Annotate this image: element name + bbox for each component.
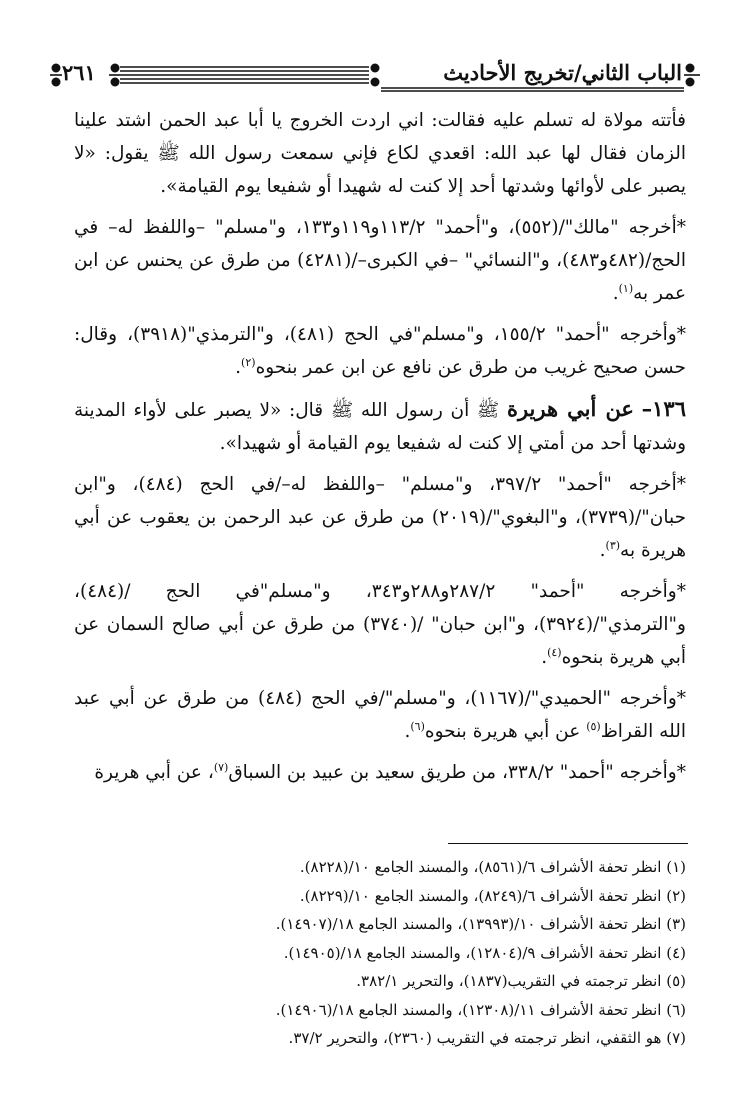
running-title: الباب الثاني/تخريج الأحاديث — [443, 60, 682, 85]
paragraph-text: *وأخرجه "أحمد" ٣٣٨/٢، من طريق سعيد بن عبيد بن السباق — [228, 762, 686, 783]
paragraph-3 — [74, 318, 686, 384]
footnote-ref[interactable]: (٥) — [586, 719, 601, 733]
paragraph-end: عن أبي هريرة بنحوه — [424, 721, 587, 742]
paragraph-end: . — [235, 357, 242, 378]
footnote-6: (٦) انظر تحفة الأشراف ١١/(١٢٣٠٨)، والمسند الجامع ١٨/(١٤٩٠٦). — [275, 1000, 686, 1019]
paragraph-text: *وأخرجه "أحمد" ١٥٥/٢، و"مسلم"في الحج (٤٨١)، و"الترمذي"(٣٩١٨)، وقال: حسن صحيح غريب من طرق عن نافع عن ابن عمر بنحوه — [74, 324, 686, 378]
footnote-ref[interactable]: (٢) — [241, 355, 256, 369]
footnote-ref[interactable]: (٣) — [605, 538, 621, 552]
paragraph-text: ﷺ أن رسول الله ﷺ قال: «لا يصبر على لأواء المدينة وشدتها أحد من أمتي إلا كنت له شفيعا يوم القيامة أو شهيدا». — [74, 400, 686, 454]
footnote-7: (٧) هو الثقفي، انظر ترجمته في التقريب (٢٣٦٠)، والتحرير ٣٧/٢. — [288, 1029, 686, 1047]
footnote-3: (٣) انظر تحفة الأشراف ١٠/(١٣٩٩٣)، والمسند الجامع ١٨/(١٤٩٠٧). — [275, 915, 686, 933]
paragraph-text: *أخرجه "مالك"/(٥٥٢)، و"أحمد" ١١٣/٢و١١٩و١٣٣، و"مسلم" –واللفظ له– في الحج/(٤٨٢و٤٨٣)، و"النسائي" –في الكبرى–/(٤٢٨١) من طرق عن يحنس عن ابن عمر به — [74, 217, 687, 304]
paragraph-2 — [74, 211, 686, 310]
footnote-4: (٤) انظر تحفة الأشراف ٩/(١٢٨٠٤)، والمسند الجامع ١٨/(١٤٩٠٥). — [283, 943, 686, 962]
paragraph-end: . — [541, 647, 548, 668]
footnotes — [74, 853, 686, 1053]
paragraph-end: . — [404, 721, 411, 742]
paragraph-1 — [74, 104, 686, 203]
paragraph-text: *وأخرجه "الحميدي"/(١١٦٧)، و"مسلم"/في الحج (٤٨٤) من طرق عن أبي عبد الله القراظ — [74, 688, 687, 742]
footnote-ref[interactable]: (١) — [618, 281, 634, 295]
paragraph-text: *وأخرجه "أحمد" ٢٨٧/٢و٢٨٨و٣٤٣، و"مسلم"في الحج /(٤٨٤)، و"الترمذي"/(٣٩٢٤)، و"ابن حبان" /(٣٧٤٠) من طرق عن أبي صالح السمان عن أبي هريرة بنحوه — [74, 581, 686, 668]
footnote-separator — [448, 843, 688, 844]
footnote-1: (١) انظر تحفة الأشراف ٦/(٨٥٦١)، والمسند الجامع ١٠/(٨٢٢٨). — [299, 858, 686, 876]
paragraph-8 — [74, 756, 686, 789]
running-header — [50, 58, 700, 92]
main-text — [74, 104, 686, 797]
paragraph-end: . — [599, 540, 606, 561]
hadith-narrator: عن أبي هريرة — [506, 396, 634, 421]
page-number: ٢٦١ — [62, 60, 96, 85]
footnote-5: (٥) انظر ترجمته في التقريب(١٨٣٧)، والتحرير ٣٨٢/١. — [356, 972, 686, 990]
hadith-number: ١٣٦– — [641, 396, 686, 421]
footnote-ref[interactable]: (٤) — [547, 645, 562, 659]
paragraph-5 — [74, 468, 686, 567]
footnote-ref[interactable]: (٦) — [410, 719, 425, 733]
paragraph-text: *أخرجه "أحمد" ٣٩٧/٢، و"مسلم" –واللفظ له–/في الحج (٤٨٤)، و"ابن حبان"/(٣٧٣٩)، و"البغوي"/(٢٠١٩) من طرق عن عبد الرحمن بن يعقوب عن أبي هريرة به — [74, 474, 687, 561]
paragraph-6 — [74, 575, 686, 674]
footnote-2: (٢) انظر تحفة الأشراف ٦/(٨٢٤٩)، والمسند الجامع ١٠/(٨٢٢٩). — [299, 886, 686, 905]
footnote-ref[interactable]: (٧) — [213, 760, 229, 774]
hadith-136 — [74, 392, 686, 460]
paragraph-end: . — [612, 283, 619, 304]
paragraph-7 — [74, 682, 686, 748]
paragraph-end: ، عن أبي هريرة — [94, 762, 214, 783]
paragraph-text: فأتته مولاة له تسلم عليه فقالت: اني اردت الخروج يا أبا عبد الحمن اشتد علينا الزمان فقال لها عبد الله: اقعدي لكاع فإني سمعت رسول الله ﷺ يقول: «لا يصبر على لأوائها وشدتها أحد إلا كنت له شهيدا أو شفيعا يوم القيامة». — [74, 110, 686, 197]
